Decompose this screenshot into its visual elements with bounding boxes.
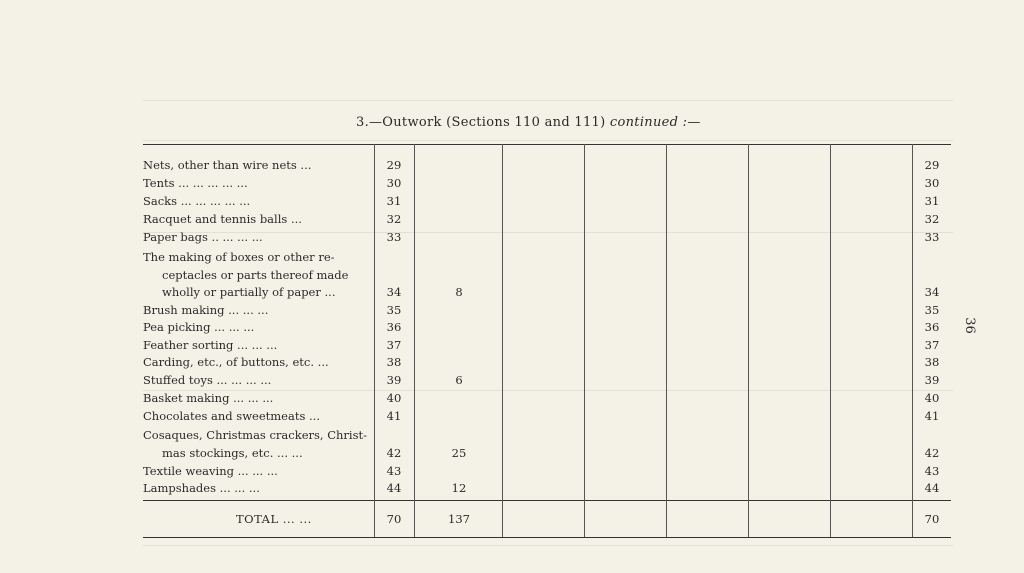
table-row bbox=[0, 428, 1024, 445]
row-section: 30 bbox=[386, 176, 402, 190]
row-section: 33 bbox=[386, 230, 402, 244]
table-row bbox=[0, 194, 1024, 211]
row-ref: 36 bbox=[924, 320, 940, 334]
row-ref: 37 bbox=[924, 338, 940, 352]
row-label: Feather sorting ... ... ... bbox=[143, 338, 278, 352]
row-label: Tents ... ... ... ... ... bbox=[143, 176, 248, 190]
table-row bbox=[0, 338, 1024, 355]
row-number: 25 bbox=[451, 446, 467, 460]
table-row bbox=[0, 285, 1024, 302]
row-ref: 44 bbox=[924, 481, 940, 495]
row-section: 37 bbox=[386, 338, 402, 352]
row-ref: 34 bbox=[924, 285, 940, 299]
row-label: Pea picking ... ... ... bbox=[143, 320, 255, 334]
table-row bbox=[0, 446, 1024, 463]
table-row bbox=[0, 212, 1024, 229]
row-ref: 38 bbox=[924, 355, 940, 369]
row-section: 31 bbox=[386, 194, 402, 208]
table-row bbox=[0, 250, 1024, 267]
row-label: Textile weaving ... ... ... bbox=[143, 464, 278, 478]
row-label: Brush making ... ... ... bbox=[143, 303, 269, 317]
row-ref: 41 bbox=[924, 409, 940, 423]
row-section: 29 bbox=[386, 158, 402, 172]
row-label: Lampshades ... ... ... bbox=[143, 481, 260, 495]
table-row bbox=[0, 481, 1024, 498]
row-section: 36 bbox=[386, 320, 402, 334]
row-ref: 30 bbox=[924, 176, 940, 190]
row-ref: 39 bbox=[924, 373, 940, 387]
row-ref: 33 bbox=[924, 230, 940, 244]
row-ref: 42 bbox=[924, 446, 940, 460]
row-label: Cosaques, Christmas crackers, Christ- bbox=[143, 428, 367, 442]
total-number: 137 bbox=[448, 512, 470, 526]
row-label: mas stockings, etc. ... ... bbox=[162, 446, 303, 460]
table-row bbox=[0, 320, 1024, 337]
table-title: 3.—Outwork (Sections 110 and 111) continued :— bbox=[356, 115, 701, 130]
row-section: 38 bbox=[386, 355, 402, 369]
row-ref: 32 bbox=[924, 212, 940, 226]
row-ref: 31 bbox=[924, 194, 940, 208]
row-section: 42 bbox=[386, 446, 402, 460]
table-row bbox=[0, 268, 1024, 285]
row-section: 43 bbox=[386, 464, 402, 478]
row-label: Sacks ... ... ... ... ... bbox=[143, 194, 251, 208]
row-section: 39 bbox=[386, 373, 402, 387]
row-label: Carding, etc., of buttons, etc. ... bbox=[143, 355, 329, 369]
table-row bbox=[0, 391, 1024, 408]
table-row bbox=[0, 409, 1024, 426]
total-label: TOTAL ... ... bbox=[236, 512, 312, 526]
row-label: ceptacles or parts thereof made bbox=[162, 268, 349, 282]
row-number: 6 bbox=[455, 373, 463, 387]
table-row bbox=[0, 158, 1024, 175]
row-ref: 29 bbox=[924, 158, 940, 172]
row-section: 41 bbox=[386, 409, 402, 423]
total-ref: 70 bbox=[924, 512, 940, 526]
row-ref: 40 bbox=[924, 391, 940, 405]
table-row bbox=[0, 230, 1024, 247]
table-row bbox=[0, 176, 1024, 193]
row-label: Racquet and tennis balls ... bbox=[143, 212, 302, 226]
row-label: Stuffed toys ... ... ... ... bbox=[143, 373, 272, 387]
row-section: 44 bbox=[386, 481, 402, 495]
row-label: wholly or partially of paper ... bbox=[162, 285, 336, 299]
row-section: 35 bbox=[386, 303, 402, 317]
row-label: Nets, other than wire nets ... bbox=[143, 158, 312, 172]
row-section: 40 bbox=[386, 391, 402, 405]
total-section: 70 bbox=[386, 512, 402, 526]
row-section: 34 bbox=[386, 285, 402, 299]
row-section: 32 bbox=[386, 212, 402, 226]
bottom-rule bbox=[143, 537, 951, 538]
table-row bbox=[0, 303, 1024, 320]
row-label: Basket making ... ... ... bbox=[143, 391, 274, 405]
row-number: 12 bbox=[451, 481, 467, 495]
row-label: Chocolates and sweetmeats ... bbox=[143, 409, 320, 423]
table-row bbox=[0, 355, 1024, 372]
row-ref: 35 bbox=[924, 303, 940, 317]
row-number: 8 bbox=[455, 285, 463, 299]
table-row bbox=[0, 373, 1024, 390]
row-ref: 43 bbox=[924, 464, 940, 478]
table-row bbox=[0, 464, 1024, 481]
row-label: The making of boxes or other re- bbox=[143, 250, 335, 264]
row-label: Paper bags .. ... ... ... bbox=[143, 230, 263, 244]
page-number: 36 bbox=[961, 317, 977, 334]
